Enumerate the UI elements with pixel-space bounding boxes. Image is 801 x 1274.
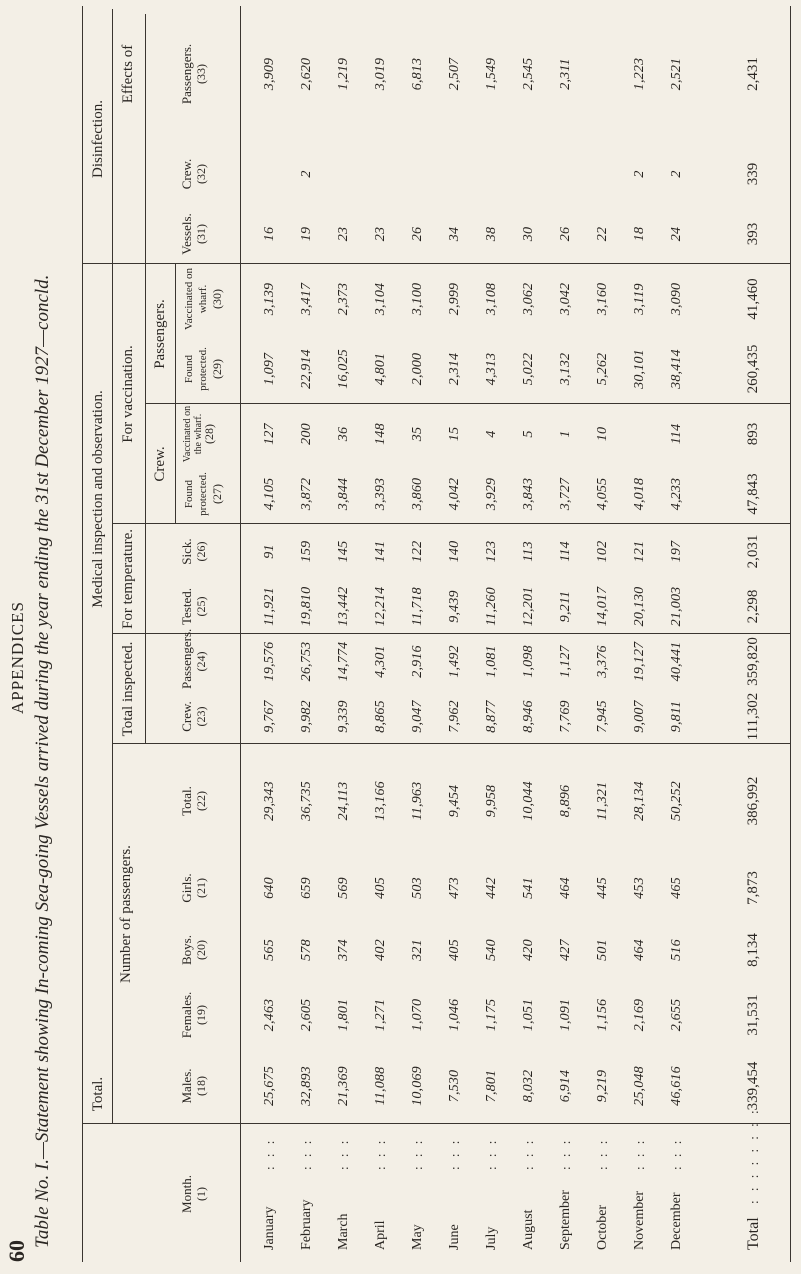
group-effects-of: Effects of xyxy=(120,44,136,104)
total-cell: 8,134 xyxy=(745,933,761,967)
table-cell: 4,055 xyxy=(595,477,610,511)
table-cell: 11,921 xyxy=(262,587,277,626)
month-label: May xyxy=(410,1224,425,1250)
leader-dots: : : : xyxy=(410,1137,425,1170)
table-cell: 3,108 xyxy=(484,282,499,316)
table-title: Table No. I.—Statement showing In-coming Sea-going Vessels arrived during the year ending the 31st December 1927—concld. xyxy=(32,274,53,1248)
table-cell: 2,999 xyxy=(447,282,462,316)
table-cell: 427 xyxy=(558,939,573,961)
table-cell: 1,156 xyxy=(595,998,610,1032)
table-cell: 122 xyxy=(410,540,425,563)
table-cell: 19 xyxy=(299,226,314,242)
table-cell: 50,252 xyxy=(669,781,684,821)
table-cell: 405 xyxy=(447,939,462,961)
table-cell: 453 xyxy=(632,877,647,899)
table-cell: 3,100 xyxy=(410,282,425,316)
table-cell: 21,003 xyxy=(669,586,684,627)
table-cell: 14,774 xyxy=(336,641,351,682)
total-cell: 31,531 xyxy=(745,994,761,1036)
table-cell: 5,262 xyxy=(595,352,610,386)
table-cell: 2,916 xyxy=(410,645,425,678)
table-cell: 516 xyxy=(669,939,684,961)
table-cell: 2 xyxy=(632,170,647,178)
table-cell: 3,019 xyxy=(373,57,388,91)
table-cell: 26,753 xyxy=(299,641,314,682)
col-header-girls: Girls. (21) xyxy=(179,873,208,903)
table-cell: 25,675 xyxy=(262,1066,277,1106)
table-cell: 3,844 xyxy=(336,477,351,511)
table-cell: 2,605 xyxy=(299,998,314,1032)
table-cell: 4,042 xyxy=(447,477,462,511)
table-cell: 9,047 xyxy=(410,700,425,733)
table-cell: 541 xyxy=(521,877,536,899)
table-cell: 46,616 xyxy=(669,1066,684,1106)
table-cell: 10,044 xyxy=(521,781,536,821)
total-cell: 893 xyxy=(745,422,761,446)
table-cell: 2,169 xyxy=(632,998,647,1032)
table-cell: 8,865 xyxy=(373,700,388,733)
table-cell: 1,070 xyxy=(410,998,425,1032)
table-cell: 14,017 xyxy=(595,586,610,627)
group-total-inspected: Total inspected. xyxy=(120,641,136,737)
total-cell: 7,873 xyxy=(745,871,761,905)
page-number: 60 xyxy=(4,1240,29,1262)
table-cell: 6,813 xyxy=(410,57,425,91)
table-cell: 3,929 xyxy=(484,477,499,511)
table-cell: 114 xyxy=(669,423,684,445)
table-cell: 6,914 xyxy=(558,1069,573,1103)
table-cell: 10 xyxy=(595,426,610,442)
month-label: March xyxy=(336,1213,351,1250)
total-label: Total xyxy=(745,1217,762,1250)
table-cell: 123 xyxy=(484,540,499,563)
table-cell: 3,104 xyxy=(373,282,388,316)
table-cell: 7,769 xyxy=(558,700,573,733)
group-crew: Crew. xyxy=(152,446,168,482)
leader-dots: : : : xyxy=(521,1137,536,1170)
table-cell: 24 xyxy=(669,226,684,242)
col-header-passengers-inspected: Passengers. (24) xyxy=(179,628,208,689)
table-cell: 11,260 xyxy=(484,587,499,626)
table-cell: 473 xyxy=(447,877,462,899)
rule-top xyxy=(82,6,83,1262)
leader-dots: : : : xyxy=(262,1137,277,1170)
table-cell: 38 xyxy=(484,226,499,242)
table-cell: 28,134 xyxy=(632,781,647,821)
table-cell: 4,313 xyxy=(484,352,499,386)
table-cell: 4 xyxy=(484,430,499,438)
table-cell: 8,032 xyxy=(521,1069,536,1103)
total-cell: 359,820 xyxy=(745,637,761,686)
table-cell: 13,166 xyxy=(373,781,388,821)
month-label: July xyxy=(484,1226,499,1250)
table-cell: 12,214 xyxy=(373,586,388,627)
table-cell: 578 xyxy=(299,939,314,961)
col-header-sick: Sick. (26) xyxy=(179,538,208,565)
table-cell: 3,119 xyxy=(632,283,647,315)
table-cell: 9,211 xyxy=(558,590,573,623)
table-cell: 2 xyxy=(669,170,684,178)
leader-dots: : : : xyxy=(632,1137,647,1170)
table-cell: 8,946 xyxy=(521,700,536,733)
group-medical: Medical inspection and observation. xyxy=(90,390,106,608)
table-cell: 18 xyxy=(632,226,647,242)
table-cell: 464 xyxy=(632,939,647,961)
table-cell: 9,811 xyxy=(669,700,684,733)
table-cell: 25,048 xyxy=(632,1066,647,1106)
table-cell: 7,945 xyxy=(595,700,610,733)
table-cell: 7,962 xyxy=(447,700,462,733)
table-cell: 3,843 xyxy=(521,477,536,511)
table-cell: 464 xyxy=(558,877,573,899)
table-cell: 26 xyxy=(410,226,425,242)
table-cell: 4,301 xyxy=(373,645,388,678)
total-cell: 339 xyxy=(745,162,761,186)
rule-header-bottom xyxy=(240,6,241,1262)
table-cell: 12,201 xyxy=(521,586,536,627)
col-header-disinf-passengers: Passengers. (33) xyxy=(179,43,208,105)
table-cell: 7,530 xyxy=(447,1069,462,1103)
table-cell: 4,233 xyxy=(669,477,684,511)
table-cell: 36,735 xyxy=(299,781,314,821)
table-cell: 113 xyxy=(521,541,536,562)
rule-group-2 xyxy=(145,14,146,744)
leader-dots: : : : xyxy=(336,1137,351,1170)
table-cell: 3,393 xyxy=(373,477,388,511)
total-cell: 111,302 xyxy=(745,692,761,741)
table-cell: 9,982 xyxy=(299,700,314,733)
leader-dots: : : : xyxy=(447,1137,462,1170)
table-cell: 1,801 xyxy=(336,998,351,1032)
table-cell: 22,914 xyxy=(299,349,314,389)
table-cell: 23 xyxy=(373,226,388,242)
table-cell: 1,097 xyxy=(262,352,277,386)
group-total: Total. xyxy=(90,1076,106,1112)
table-cell: 9,339 xyxy=(336,700,351,733)
table-cell: 36 xyxy=(336,426,351,442)
col-header-females: Females. (19) xyxy=(179,991,208,1039)
table-cell: 420 xyxy=(521,939,536,961)
table-cell: 2,507 xyxy=(447,57,462,91)
table-cell: 1,219 xyxy=(336,57,351,91)
col-header-crew-vaccinated: Vaccinated on the wharf. (28) xyxy=(182,405,216,463)
table-cell: 91 xyxy=(262,544,277,559)
table-cell: 321 xyxy=(410,939,425,961)
rule-body-bottom xyxy=(790,6,791,1262)
table-cell: 8,877 xyxy=(484,700,499,733)
leader-dots: : : : xyxy=(484,1137,499,1170)
col-header-pass-vaccinated: Vaccinated on wharf. (30) xyxy=(183,268,224,330)
leader-dots: : : : xyxy=(373,1137,388,1170)
table-cell: 405 xyxy=(373,877,388,899)
col-header-boys: Boys. (20) xyxy=(179,935,208,965)
group-for-vaccination: For vaccination. xyxy=(120,345,136,443)
table-cell: 127 xyxy=(262,423,277,445)
table-cell: 121 xyxy=(632,540,647,563)
total-dots: : : : : : : : : xyxy=(746,1107,761,1204)
table-cell: 10,069 xyxy=(410,1066,425,1106)
month-label: September xyxy=(558,1190,573,1250)
table-cell: 30 xyxy=(521,226,536,242)
table-cell: 114 xyxy=(558,541,573,562)
table-cell: 3,042 xyxy=(558,282,573,316)
group-passengers: Passengers. xyxy=(152,299,168,369)
table-cell: 20,130 xyxy=(632,586,647,627)
total-cell: 393 xyxy=(745,222,761,246)
table-cell: 3,860 xyxy=(410,477,425,511)
table-cell: 3,132 xyxy=(558,352,573,386)
leader-dots: : : : xyxy=(595,1137,610,1170)
total-cell: 260,435 xyxy=(745,344,761,394)
table-cell: 1,549 xyxy=(484,57,499,91)
leader-dots: : : : xyxy=(669,1137,684,1170)
table-cell: 1,091 xyxy=(558,998,573,1032)
col-sep xyxy=(145,403,790,404)
table-cell: 11,718 xyxy=(410,587,425,626)
col-header-disinf-crew: Crew. (32) xyxy=(179,158,208,190)
table-cell: 32,893 xyxy=(299,1066,314,1106)
table-cell: 3,872 xyxy=(299,477,314,511)
total-cell: 2,298 xyxy=(745,589,761,624)
table-cell: 8,896 xyxy=(558,784,573,818)
table-cell: 40,441 xyxy=(669,641,684,682)
month-label: October xyxy=(595,1204,610,1250)
table-cell: 3,376 xyxy=(595,645,610,678)
table-cell: 9,958 xyxy=(484,784,499,818)
table-cell: 140 xyxy=(447,540,462,563)
table-cell: 4,018 xyxy=(632,477,647,511)
month-label: August xyxy=(521,1209,536,1250)
table-cell: 3,727 xyxy=(558,477,573,511)
table-cell: 5,022 xyxy=(521,352,536,386)
col-header-vessels: Vessels. (31) xyxy=(179,213,208,255)
rule-group-1 xyxy=(112,9,113,1124)
table-cell: 11,088 xyxy=(373,1066,388,1106)
col-header-tested: Tested. (25) xyxy=(179,588,208,625)
col-header-crew: Crew. (23) xyxy=(179,701,208,732)
table-cell: 102 xyxy=(595,540,610,563)
month-label: December xyxy=(669,1192,684,1250)
running-title: APPENDICES xyxy=(8,601,27,714)
total-cell: 41,460 xyxy=(745,278,761,320)
table-cell: 4,801 xyxy=(373,352,388,386)
table-cell: 11,963 xyxy=(410,781,425,821)
table-cell: 19,576 xyxy=(262,641,277,682)
table-cell: 374 xyxy=(336,939,351,961)
table-cell: 540 xyxy=(484,939,499,961)
leader-dots: : : : xyxy=(558,1137,573,1170)
table-cell: 3,160 xyxy=(595,282,610,316)
table-cell: 9,007 xyxy=(632,700,647,733)
table-cell: 1,223 xyxy=(632,57,647,91)
table-cell: 38,414 xyxy=(669,349,684,389)
table-cell: 29,343 xyxy=(262,781,277,821)
table-cell: 402 xyxy=(373,939,388,961)
table-cell: 503 xyxy=(410,877,425,899)
table-cell: 1 xyxy=(558,430,573,438)
table-cell: 9,439 xyxy=(447,590,462,623)
table-cell: 3,909 xyxy=(262,57,277,91)
table-cell: 2,545 xyxy=(521,57,536,91)
group-for-temperature: For temperature. xyxy=(120,529,136,629)
col-header-pass-found-protected: Found protected. (29) xyxy=(183,347,224,391)
table-cell: 30,101 xyxy=(632,349,647,389)
table-cell: 3,090 xyxy=(669,282,684,316)
table-cell: 16 xyxy=(262,226,277,242)
month-label: April xyxy=(373,1220,388,1250)
month-label: February xyxy=(299,1199,314,1250)
table-cell: 3,139 xyxy=(262,282,277,316)
table-cell: 2,620 xyxy=(299,57,314,91)
table-cell: 2,000 xyxy=(410,352,425,386)
col-header-month: Month. (1) xyxy=(179,1175,208,1213)
table-cell: 1,046 xyxy=(447,998,462,1032)
table-cell: 501 xyxy=(595,939,610,961)
group-number-of-passengers: Number of passengers. xyxy=(118,845,134,983)
month-label: January xyxy=(262,1206,277,1250)
table-cell: 15 xyxy=(447,426,462,442)
table-cell: 9,219 xyxy=(595,1069,610,1103)
table-cell: 159 xyxy=(299,540,314,563)
table-cell: 9,767 xyxy=(262,700,277,733)
col-header-total: Total. (22) xyxy=(179,786,208,816)
table-cell: 465 xyxy=(669,877,684,899)
table-cell: 1,492 xyxy=(447,645,462,678)
month-label: November xyxy=(632,1190,647,1250)
table-cell: 16,025 xyxy=(336,349,351,389)
table-cell: 22 xyxy=(595,226,610,242)
table-cell: 21,369 xyxy=(336,1066,351,1106)
table-cell: 2,655 xyxy=(669,998,684,1032)
table-cell: 11,321 xyxy=(595,781,610,821)
table-cell: 2,311 xyxy=(558,58,573,90)
table-cell: 1,175 xyxy=(484,998,499,1032)
total-cell: 2,031 xyxy=(745,534,761,569)
table-cell: 141 xyxy=(373,540,388,563)
total-cell: 339,454 xyxy=(745,1061,761,1111)
table-cell: 565 xyxy=(262,939,277,961)
table-cell: 1,098 xyxy=(521,645,536,678)
table-cell: 659 xyxy=(299,877,314,899)
table-cell: 9,454 xyxy=(447,784,462,818)
table-cell: 23 xyxy=(336,226,351,242)
table-cell: 197 xyxy=(669,540,684,563)
table-cell: 3,062 xyxy=(521,282,536,316)
table-cell: 1,051 xyxy=(521,998,536,1032)
rule-group-3 xyxy=(175,264,176,524)
table-cell: 2,463 xyxy=(262,998,277,1032)
table-cell: 445 xyxy=(595,877,610,899)
col-header-crew-found-protected: Found protected. (27) xyxy=(183,472,224,516)
table-cell: 34 xyxy=(447,226,462,242)
table-cell: 1,271 xyxy=(373,998,388,1032)
group-disinfection: Disinfection. xyxy=(90,100,106,178)
table-cell: 442 xyxy=(484,877,499,899)
table-cell: 4,105 xyxy=(262,477,277,511)
leader-dots: : : : xyxy=(299,1137,314,1170)
table-cell: 569 xyxy=(336,877,351,899)
table-cell: 2,314 xyxy=(447,352,462,386)
table-cell: 2 xyxy=(299,170,314,178)
table-cell: 19,810 xyxy=(299,586,314,627)
table-cell: 148 xyxy=(373,423,388,445)
table-cell: 24,113 xyxy=(336,781,351,821)
total-cell: 386,992 xyxy=(745,776,761,826)
col-header-males: Males. (18) xyxy=(179,1068,208,1104)
table-cell: 200 xyxy=(299,423,314,445)
total-cell: 2,431 xyxy=(745,57,761,91)
table-cell: 145 xyxy=(336,540,351,563)
table-cell: 7,801 xyxy=(484,1069,499,1103)
table-cell: 2,521 xyxy=(669,57,684,91)
table-cell: 13,442 xyxy=(336,586,351,627)
table-cell: 1,081 xyxy=(484,645,499,678)
table-cell: 3,417 xyxy=(299,282,314,316)
table-cell: 1,127 xyxy=(558,645,573,678)
total-cell: 47,843 xyxy=(745,473,761,515)
table-cell: 2,373 xyxy=(336,282,351,316)
table-cell: 5 xyxy=(521,430,536,438)
table-cell: 19,127 xyxy=(632,641,647,682)
table-cell: 26 xyxy=(558,226,573,242)
col-sep xyxy=(82,1123,790,1124)
month-label: June xyxy=(447,1224,462,1250)
table-cell: 35 xyxy=(410,426,425,442)
table-cell: 640 xyxy=(262,877,277,899)
